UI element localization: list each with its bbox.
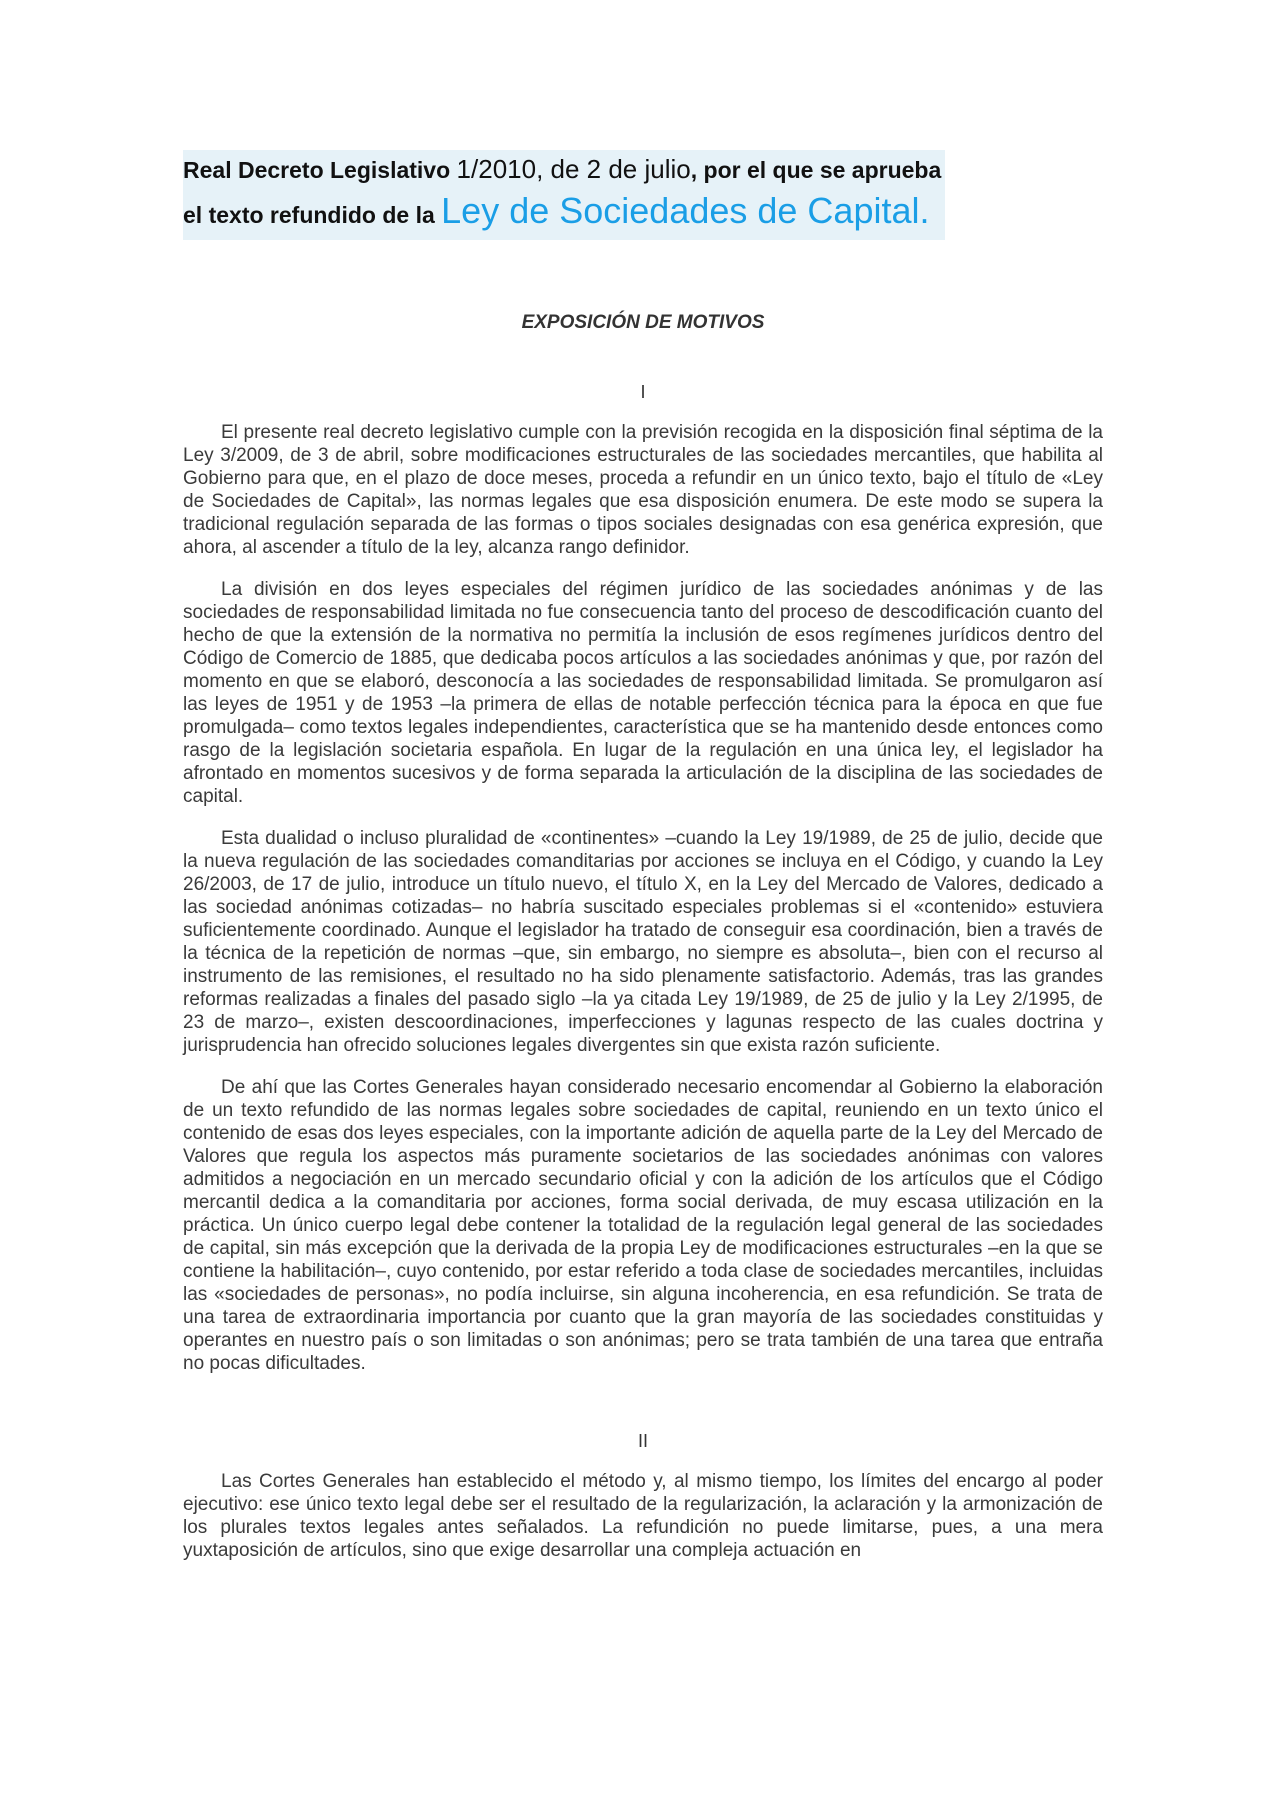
paragraph: Esta dualidad o incluso pluralidad de «continentes» –cuando la Ley 19/1989, de 25 de julio, decide que la nueva regulación de las sociedades comanditarias por acciones se incluya en el Código, y cuando la Ley 26/2003, de 17 de julio, introduce un título nuevo, el título X, en la Ley del Mercado de Valores, dedicado a las sociedad anónimas cotizadas– no habría suscitado especiales problemas si el «contenido» estuviera suficientemente coordinado. Aunque el legislador ha tratado de conseguir esa coordinación, bien a través de la técnica de la repetición de normas –que, sin embargo, no siempre es absoluta–, bien con el recurso al instrumento de las remisiones, el resultado no ha sido plenamente satisfactorio. Además, tras las grandes reformas realizadas a finales del pasado siglo –la ya citada Ley 19/1989, de 25 de julio y la Ley 2/1995, de 23 de marzo–, existen descoordinaciones, imperfecciones y lagunas respecto de las cuales doctrina y jurisprudencia han ofrecido soluciones legales divergentes sin que exista razón suficiente. (183, 827, 1103, 1056)
title-decree-number: 1/2010, de 2 de julio (456, 154, 691, 184)
law-title-link[interactable]: Ley de Sociedades de Capital (441, 190, 920, 232)
title-part-1: Real Decreto Legislativo (183, 157, 457, 183)
title-part-4: el texto refundido de la (183, 202, 442, 229)
title-part-3: , por el que se aprueba (690, 157, 942, 183)
paragraph: La división en dos leyes especiales del régimen jurídico de las sociedades anónimas y de las sociedades de responsabilidad limitada no fue consecuencia tanto del proceso de descodificación cuanto del hecho de que la extensión de la normativa no permitía la inclusión de esos regímenes jurídicos dentro del Código de Comercio de 1885, que dedicaba pocos artículos a las sociedades anónimas y que, por razón del momento en que se elaboró, desconocía a las sociedades de responsabilidad limitada. Se promulgaron así las leyes de 1951 y de 1953 –la primera de ellas de notable perfección técnica para la época en que fue promulgada– como textos legales independientes, característica que se ha mantenido desde entonces como rasgo de la legislación societaria española. En lugar de la regulación en una única ley, el legislador ha afrontado en momentos sucesivos y de forma separada la articulación de la disciplina de las sociedades de capital. (183, 578, 1103, 807)
document-page (183, 150, 1103, 1562)
title-period: . (919, 190, 930, 232)
section-heading: EXPOSICIÓN DE MOTIVOS (521, 311, 765, 333)
paragraph: Las Cortes Generales han establecido el método y, al mismo tiempo, los límites del encargo al poder ejecutivo: ese único texto legal debe ser el resultado de la regularización, la aclaración y la armonización de los plurales textos legales antes señalados. La refundición no puede limitarse, pues, a una mera yuxtaposición de artículos, sino que exige desarrollar una compleja actuación en (183, 1470, 1103, 1561)
document-title (183, 150, 945, 240)
title-line-2 (183, 187, 941, 236)
section-number-1: I (640, 381, 646, 402)
title-line-1 (183, 152, 941, 187)
paragraph: El presente real decreto legislativo cumple con la previsión recogida en la disposición final séptima de la Ley 3/2009, de 3 de abril, sobre modificaciones estructurales de las sociedades mercantiles, que habilita al Gobierno para que, en el plazo de doce meses, proceda a refundir en un único texto, bajo el título de «Ley de Sociedades de Capital», las normas legales que esa disposición enumera. De este modo se supera la tradicional regulación separada de las formas o tipos sociales designadas con esa genérica expresión, que ahora, al ascender a título de la ley, alcanza rango definidor. (183, 421, 1103, 558)
section-number-2: II (637, 1430, 648, 1451)
paragraph: De ahí que las Cortes Generales hayan considerado necesario encomendar al Gobierno la elaboración de un texto refundido de las normas legales sobre sociedades de capital, reuniendo en un texto único el contenido de esas dos leyes especiales, con la importante adición de aquella parte de la Ley del Mercado de Valores que regula los aspectos más puramente societarios de las sociedades anónimas con valores admitidos a negociación en un mercado secundario oficial y con la adición de los artículos que el Código mercantil dedica a la comanditaria por acciones, forma social derivada, de muy escasa utilización en la práctica. Un único cuerpo legal debe contener la totalidad de la regulación legal general de las sociedades de capital, sin más excepción que la derivada de la propia Ley de modificaciones estructurales –en la que se contiene la habilitación–, cuyo contenido, por estar referido a toda clase de sociedades mercantiles, incluidas las «sociedades de personas», no podía incluirse, sin alguna incoherencia, en esa refundición. Se trata de una tarea de extraordinaria importancia por cuanto que la gran mayoría de las sociedades constituidas y operantes en nuestro país o son limitadas o son anónimas; pero se trata también de una tarea que entraña no pocas dificultades. (183, 1076, 1103, 1374)
